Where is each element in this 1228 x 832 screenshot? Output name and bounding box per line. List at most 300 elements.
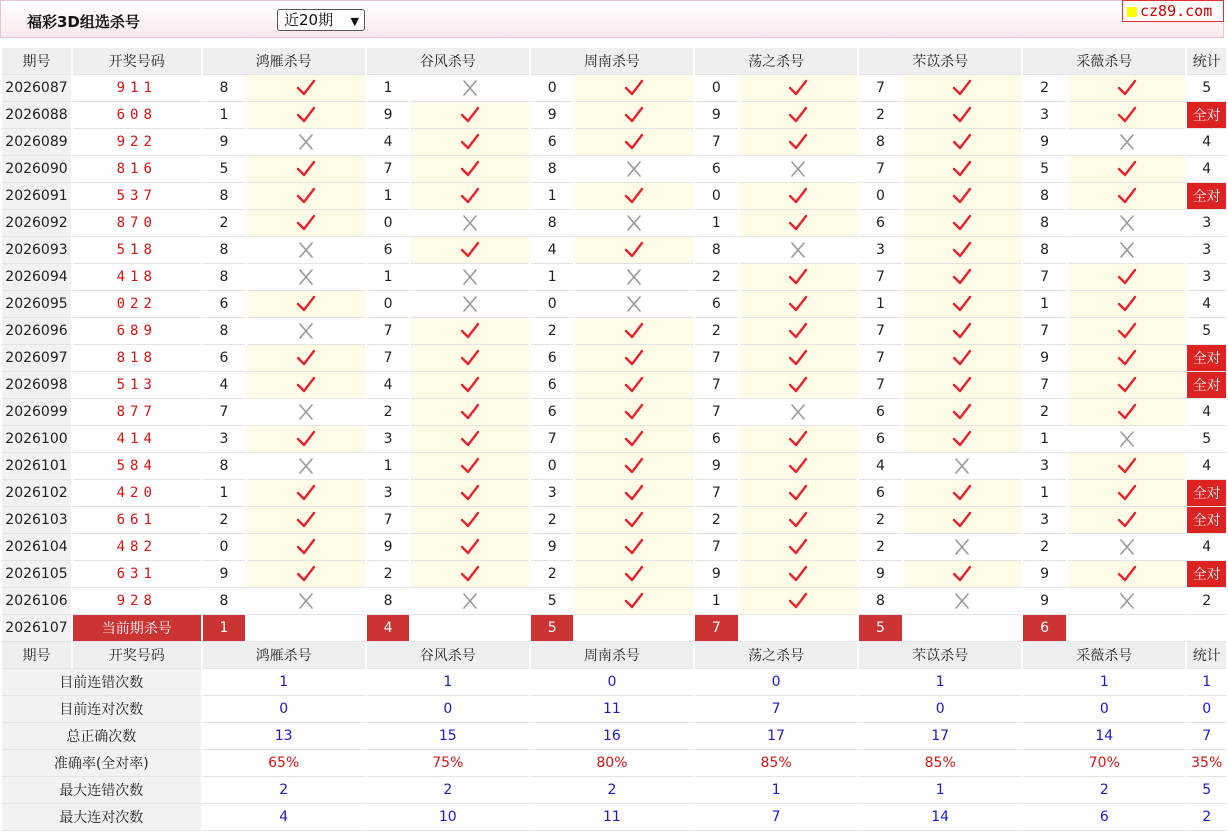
result-hit [740, 102, 858, 129]
summary-value: 17 [859, 723, 1021, 750]
result-miss [1068, 129, 1186, 156]
check-icon [460, 322, 480, 340]
kill-number: 6 [203, 345, 246, 372]
kill-number: 2 [531, 507, 574, 534]
summary-row [2, 669, 1226, 696]
summary-value: 14 [859, 804, 1021, 831]
result-hit [575, 75, 693, 102]
current-issue: 2026107 [2, 615, 71, 642]
kill-number: 8 [203, 318, 246, 345]
issue-number: 2026098 [2, 372, 71, 399]
kill-number: 0 [531, 75, 574, 102]
result-hit [904, 156, 1022, 183]
kill-number: 2 [531, 561, 574, 588]
check-icon [296, 349, 316, 367]
kill-number: 7 [367, 345, 410, 372]
check-icon [1117, 295, 1137, 313]
top-bar [0, 0, 1224, 38]
kill-number: 5 [1023, 156, 1066, 183]
check-icon [952, 403, 972, 421]
result-miss [247, 237, 365, 264]
result-hit [411, 156, 529, 183]
summary-value: 15 [367, 723, 529, 750]
hit-count: 3 [1187, 237, 1226, 264]
result-hit [904, 102, 1022, 129]
check-icon [952, 430, 972, 448]
issue-number: 2026100 [2, 426, 71, 453]
kill-number: 1 [367, 453, 410, 480]
result-miss [1068, 210, 1186, 237]
kill-number: 0 [367, 210, 410, 237]
current-kill-blank [740, 615, 858, 642]
table-row [2, 480, 1226, 507]
check-icon [460, 241, 480, 259]
cross-icon [952, 592, 972, 610]
issue-number: 2026097 [2, 345, 71, 372]
cross-icon [296, 241, 316, 259]
summary-value: 0 [367, 696, 529, 723]
draw-number: 877 [73, 399, 201, 426]
result-hit [575, 426, 693, 453]
result-miss [1068, 237, 1186, 264]
result-hit [411, 345, 529, 372]
kill-number: 6 [531, 372, 574, 399]
kill-number: 7 [859, 345, 902, 372]
check-icon [952, 106, 972, 124]
check-icon [624, 79, 644, 97]
result-miss [575, 156, 693, 183]
check-icon [624, 376, 644, 394]
kill-number: 2 [695, 507, 738, 534]
check-icon [624, 511, 644, 529]
table-row [2, 156, 1226, 183]
current-kill-label: 当前期杀号 [73, 615, 201, 642]
summary-value: 10 [367, 804, 529, 831]
current-kill-blank [575, 615, 693, 642]
current-kill-number: 4 [367, 615, 410, 642]
result-hit [247, 507, 365, 534]
current-kill-number: 5 [531, 615, 574, 642]
summary-label: 目前连错次数 [2, 669, 201, 696]
check-icon [624, 403, 644, 421]
table-row [2, 183, 1226, 210]
result-hit [740, 75, 858, 102]
kill-number: 6 [695, 426, 738, 453]
result-miss [1068, 534, 1186, 561]
kill-number: 1 [1023, 291, 1066, 318]
check-icon [788, 430, 808, 448]
result-hit [411, 507, 529, 534]
kill-number: 7 [859, 156, 902, 183]
result-miss [575, 291, 693, 318]
kill-number: 2 [367, 561, 410, 588]
result-hit [904, 372, 1022, 399]
issue-number: 2026101 [2, 453, 71, 480]
result-hit [575, 345, 693, 372]
cross-icon [952, 457, 972, 475]
result-hit [247, 372, 365, 399]
kill-number: 8 [695, 237, 738, 264]
cross-icon [1117, 133, 1137, 151]
chevron-down-icon: ▼ [350, 15, 359, 28]
summary-header-col-5: 荡之杀号 [695, 642, 857, 669]
result-hit [740, 561, 858, 588]
header-col-4: 周南杀号 [531, 48, 693, 75]
kill-number: 2 [531, 318, 574, 345]
draw-number: 911 [73, 75, 201, 102]
check-icon [788, 133, 808, 151]
check-icon [460, 106, 480, 124]
result-hit [740, 345, 858, 372]
result-hit [575, 318, 693, 345]
check-icon [624, 457, 644, 475]
kill-number: 0 [859, 183, 902, 210]
kill-number: 6 [531, 129, 574, 156]
kill-number: 3 [1023, 102, 1066, 129]
summary-value: 2 [531, 777, 693, 804]
check-icon [460, 187, 480, 205]
check-icon [952, 79, 972, 97]
kill-number: 0 [203, 534, 246, 561]
logo-square-icon [1127, 7, 1137, 17]
result-hit [740, 507, 858, 534]
check-icon [460, 349, 480, 367]
result-hit [740, 534, 858, 561]
kill-number: 8 [203, 75, 246, 102]
check-icon [788, 592, 808, 610]
all-right-badge: 全对 [1187, 345, 1226, 372]
result-miss [247, 453, 365, 480]
summary-value: 6 [1023, 804, 1185, 831]
check-icon [788, 349, 808, 367]
header-col-1: 开奖号码 [73, 48, 201, 75]
kill-number: 7 [367, 318, 410, 345]
kill-number: 8 [367, 588, 410, 615]
kill-number: 9 [203, 129, 246, 156]
cross-icon [788, 241, 808, 259]
kill-number: 2 [203, 210, 246, 237]
result-hit [904, 399, 1022, 426]
site-badge[interactable] [1122, 0, 1224, 22]
check-icon [296, 538, 316, 556]
hit-count: 5 [1187, 75, 1226, 102]
check-icon [788, 322, 808, 340]
cross-icon [460, 79, 480, 97]
check-icon [1117, 349, 1137, 367]
summary-value: 0 [1023, 696, 1185, 723]
issue-number: 2026103 [2, 507, 71, 534]
summary-value: 0 [203, 696, 365, 723]
summary-header-col-2: 鸿雁杀号 [203, 642, 365, 669]
result-hit [904, 237, 1022, 264]
summary-header-col-4: 周南杀号 [531, 642, 693, 669]
table-row [2, 345, 1226, 372]
kill-number: 2 [859, 507, 902, 534]
hit-count: 3 [1187, 210, 1226, 237]
kill-number: 7 [203, 399, 246, 426]
header-col-2: 鸿雁杀号 [203, 48, 365, 75]
kill-number: 7 [367, 156, 410, 183]
kill-number: 7 [1023, 264, 1066, 291]
summary-value: 2 [203, 777, 365, 804]
kill-number: 8 [1023, 237, 1066, 264]
cross-icon [1117, 430, 1137, 448]
check-icon [952, 268, 972, 286]
result-hit [904, 75, 1022, 102]
result-hit [575, 183, 693, 210]
kill-number: 7 [859, 75, 902, 102]
kill-number: 5 [531, 588, 574, 615]
cross-icon [624, 160, 644, 178]
result-hit [411, 372, 529, 399]
draw-number: 816 [73, 156, 201, 183]
summary-value: 16 [531, 723, 693, 750]
summary-header-col-6: 芣苡杀号 [859, 642, 1021, 669]
header-col-8: 统计 [1187, 48, 1226, 75]
kill-number: 7 [695, 480, 738, 507]
result-hit [1068, 156, 1186, 183]
check-icon [624, 349, 644, 367]
cross-icon [460, 268, 480, 286]
check-icon [788, 511, 808, 529]
header-col-3: 谷风杀号 [367, 48, 529, 75]
check-icon [788, 457, 808, 475]
kill-number: 7 [1023, 318, 1066, 345]
result-hit [904, 183, 1022, 210]
result-hit [411, 426, 529, 453]
check-icon [460, 133, 480, 151]
check-icon [788, 214, 808, 232]
kill-number: 4 [203, 372, 246, 399]
check-icon [1117, 511, 1137, 529]
draw-number: 513 [73, 372, 201, 399]
result-hit [575, 102, 693, 129]
check-icon [296, 511, 316, 529]
result-hit [904, 318, 1022, 345]
summary-value: 7 [695, 804, 857, 831]
check-icon [952, 214, 972, 232]
draw-number: 420 [73, 480, 201, 507]
summary-header-col-7: 采薇杀号 [1023, 642, 1185, 669]
period-select[interactable] [277, 9, 365, 31]
kill-number: 8 [203, 264, 246, 291]
issue-number: 2026092 [2, 210, 71, 237]
kill-number: 9 [1023, 561, 1066, 588]
kill-number: 2 [859, 102, 902, 129]
check-icon [1117, 79, 1137, 97]
cross-icon [460, 214, 480, 232]
result-hit [1068, 453, 1186, 480]
result-miss [247, 399, 365, 426]
summary-row [2, 696, 1226, 723]
summary-value: 11 [531, 804, 693, 831]
cross-icon [460, 295, 480, 313]
draw-number: 482 [73, 534, 201, 561]
result-hit [575, 372, 693, 399]
issue-number: 2026095 [2, 291, 71, 318]
check-icon [624, 538, 644, 556]
summary-header-col-3: 谷风杀号 [367, 642, 529, 669]
hit-count: 2 [1187, 588, 1226, 615]
cross-icon [1117, 214, 1137, 232]
result-hit [740, 291, 858, 318]
cross-icon [624, 214, 644, 232]
cross-icon [624, 268, 644, 286]
result-miss [904, 453, 1022, 480]
summary-value: 85% [859, 750, 1021, 777]
result-miss [411, 75, 529, 102]
kill-number: 2 [695, 318, 738, 345]
result-miss [904, 588, 1022, 615]
summary-value: 0 [695, 669, 857, 696]
kill-number: 4 [367, 129, 410, 156]
kill-number: 7 [859, 372, 902, 399]
summary-value: 65% [203, 750, 365, 777]
summary-value: 35% [1187, 750, 1226, 777]
summary-value: 7 [695, 696, 857, 723]
result-miss [247, 129, 365, 156]
check-icon [952, 133, 972, 151]
issue-number: 2026087 [2, 75, 71, 102]
kill-number: 8 [531, 156, 574, 183]
kill-number: 2 [1023, 534, 1066, 561]
check-icon [952, 376, 972, 394]
result-hit [247, 426, 365, 453]
result-hit [740, 480, 858, 507]
summary-value: 2 [1023, 777, 1185, 804]
result-hit [1068, 345, 1186, 372]
kill-number: 2 [695, 264, 738, 291]
current-kill-number: 7 [695, 615, 738, 642]
summary-value: 4 [203, 804, 365, 831]
check-icon [460, 160, 480, 178]
draw-number: 661 [73, 507, 201, 534]
cross-icon [296, 457, 316, 475]
check-icon [1117, 160, 1137, 178]
summary-label: 准确率(全对率) [2, 750, 201, 777]
draw-number: 608 [73, 102, 201, 129]
all-right-badge: 全对 [1187, 480, 1226, 507]
all-right-badge: 全对 [1187, 102, 1226, 129]
issue-number: 2026091 [2, 183, 71, 210]
result-miss [904, 534, 1022, 561]
summary-value: 0 [1187, 696, 1226, 723]
summary-label: 目前连对次数 [2, 696, 201, 723]
kill-number: 9 [1023, 129, 1066, 156]
kill-number: 2 [367, 399, 410, 426]
cross-icon [624, 295, 644, 313]
kill-number: 6 [859, 399, 902, 426]
check-icon [296, 79, 316, 97]
result-hit [904, 264, 1022, 291]
result-hit [411, 561, 529, 588]
result-hit [247, 156, 365, 183]
kill-number: 3 [1023, 507, 1066, 534]
hit-count: 4 [1187, 156, 1226, 183]
result-hit [411, 453, 529, 480]
kill-number: 1 [695, 210, 738, 237]
result-miss [740, 399, 858, 426]
result-miss [411, 210, 529, 237]
check-icon [296, 214, 316, 232]
header-col-7: 采薇杀号 [1023, 48, 1185, 75]
table-header [2, 48, 1226, 75]
summary-value: 1 [1023, 669, 1185, 696]
summary-value: 11 [531, 696, 693, 723]
result-hit [575, 453, 693, 480]
result-hit [1068, 291, 1186, 318]
kill-number: 9 [1023, 345, 1066, 372]
kill-number: 8 [203, 453, 246, 480]
current-kill-number: 1 [203, 615, 246, 642]
kill-number: 1 [1023, 480, 1066, 507]
kill-number: 2 [1023, 399, 1066, 426]
kill-number: 1 [1023, 426, 1066, 453]
result-hit [247, 102, 365, 129]
check-icon [952, 322, 972, 340]
issue-number: 2026090 [2, 156, 71, 183]
result-hit [247, 210, 365, 237]
check-icon [624, 565, 644, 583]
kill-number: 1 [367, 183, 410, 210]
draw-number: 689 [73, 318, 201, 345]
result-hit [575, 480, 693, 507]
result-hit [904, 129, 1022, 156]
kill-number: 3 [859, 237, 902, 264]
check-icon [296, 565, 316, 583]
hit-count: 4 [1187, 399, 1226, 426]
header-col-6: 芣苡杀号 [859, 48, 1021, 75]
header-col-5: 荡之杀号 [695, 48, 857, 75]
table-row [2, 399, 1226, 426]
result-hit [740, 426, 858, 453]
check-icon [1117, 403, 1137, 421]
cross-icon [460, 592, 480, 610]
draw-number: 414 [73, 426, 201, 453]
summary-header-row [2, 642, 1226, 669]
result-miss [247, 264, 365, 291]
summary-row [2, 750, 1226, 777]
result-hit [740, 372, 858, 399]
check-icon [788, 538, 808, 556]
result-hit [904, 210, 1022, 237]
app-title: 福彩3D组选杀号 [27, 13, 140, 31]
result-hit [740, 210, 858, 237]
summary-label: 最大连对次数 [2, 804, 201, 831]
result-hit [575, 129, 693, 156]
result-miss [411, 264, 529, 291]
kill-number: 8 [1023, 183, 1066, 210]
issue-number: 2026093 [2, 237, 71, 264]
result-miss [411, 291, 529, 318]
kill-number: 0 [367, 291, 410, 318]
cross-icon [952, 538, 972, 556]
check-icon [952, 484, 972, 502]
table-row [2, 453, 1226, 480]
result-hit [247, 291, 365, 318]
result-hit [575, 399, 693, 426]
result-miss [575, 264, 693, 291]
result-hit [411, 318, 529, 345]
draw-number: 418 [73, 264, 201, 291]
kill-number: 8 [203, 237, 246, 264]
result-hit [740, 588, 858, 615]
check-icon [788, 106, 808, 124]
result-hit [904, 345, 1022, 372]
check-icon [624, 187, 644, 205]
hit-count: 4 [1187, 129, 1226, 156]
kill-number: 3 [367, 426, 410, 453]
